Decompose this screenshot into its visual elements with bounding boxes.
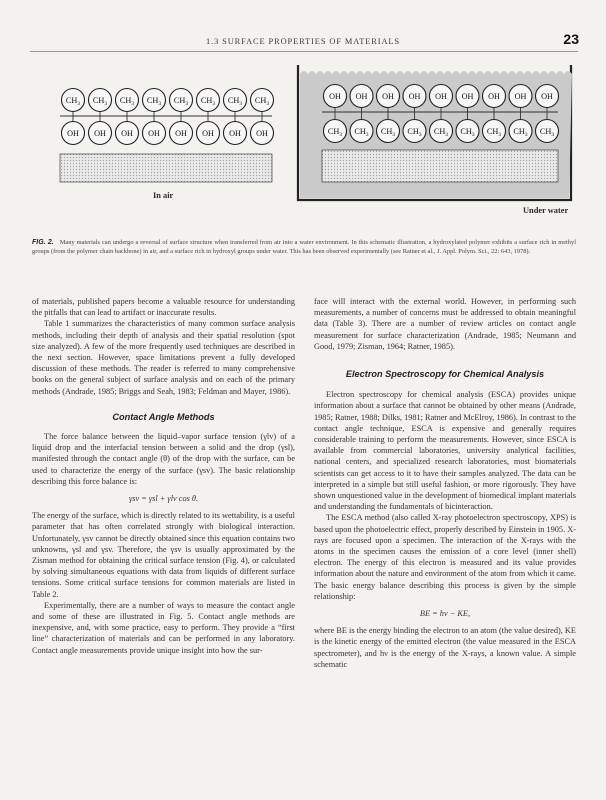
left-paragraph-1: of materials, published papers become a valuable resource for understanding the pitfalls that can lead to artifact or inaccurate results.	[32, 297, 295, 318]
label-in-air: In air	[153, 191, 174, 200]
left-methyl-group-label: $CH_3$	[65, 96, 81, 107]
running-header: 1.3 SURFACE PROPERTIES OF MATERIALS	[206, 37, 400, 46]
right-methyl-group-label: $CH_3$	[327, 127, 343, 138]
right-methyl-group-label: $CH_3$	[354, 127, 369, 138]
right-methyl-group-label: $CH_3$	[380, 127, 396, 138]
right-paragraph-4: where BE is the energy binding the electron to an atom (the value desired), KE is the kinetic energy of the emitted electron (the value measured in the ESCA spectrometer), and hν is the energy of the X-rays, a known value. A simple schematic	[314, 626, 576, 669]
heading-contact-angle: Contact Angle Methods	[112, 411, 215, 422]
left-hydroxyl-group-label: OH	[121, 129, 133, 138]
left-column	[32, 296, 295, 656]
left-paragraph-2: Table 1 summarizes the characteristics of many common surface analysis methods, including their depth of analysis and their spatial resolution (spot size analyzed). A few of the more frequently used techniques are described in the next section. However, space limitations prevent a fully developed discussion of these methods. The reader is referred to many comprehensive books on the general subject of surface analysis and on each of the primary methods (Andrade, 1985; Briggs and Seah, 1983; Feldman and Mayer, 1986).	[32, 319, 295, 396]
left-methyl-group-label: $CH_3$	[254, 96, 270, 107]
left-hydroxyl-group-label: OH	[256, 129, 268, 138]
left-hydroxyl-group-label: OH	[175, 129, 187, 138]
right-paragraph-1: face will interact with the external world. However, in performing such measurements, a number of concerns must be addressed to obtain meaningful data (Table 3). There are a number of review articles on contact angle measurement for surface characterization (Andrade, 1985; Neumann and Good, 1979; Zisman, 1964; Ratner, 1985).	[314, 297, 576, 351]
caption-text: Many materials can undergo a reversal of surface structure when transferred from air into a water environment. In this schematic illustration, a hydroxylated polymer exhibits a surface rich in methyl groups (from the polymer chain backbone) in air, and a surface rich in hydroxyl groups under water. This has been observed experimentally (see Ratner et al., J. Appl. Polym. Sci., 22: 643, 1978).	[32, 239, 576, 256]
right-paragraph-3: The ESCA method (also called X-ray photoelectron spectroscopy, XPS) is based upon the photoelectric effect, properly described by Einstein in 1905. X-rays are focused upon a specimen. The interaction of the X-rays with the atoms in the specimen causes the emission of a core level (inner shell) electron. The energy of this electron is measured and its value provides information about the nature and environment of the atom from which it came. The basic energy balance describing this process is given by the simple relationship:	[314, 513, 576, 601]
caption-label: FIG. 2.	[32, 239, 54, 246]
right-column	[314, 296, 576, 670]
right-hydroxyl-group-label: OH	[329, 92, 341, 101]
right-hydroxyl-group-label: OH	[488, 92, 500, 101]
left-methyl-group-label: $CH_3$	[200, 96, 216, 107]
right-hydroxyl-group-label: OH	[461, 92, 474, 101]
right-hydroxyl-group-label: OH	[541, 92, 553, 101]
heading-esca: Electron Spectroscopy for Chemical Analysis	[345, 369, 545, 380]
left-methyl-group-label: $CH_3$	[92, 96, 108, 107]
left-methyl-group-label: $CH_3$	[227, 96, 243, 107]
label-under-water: Under water	[523, 206, 569, 215]
right-hydroxyl-group-label: OH	[382, 92, 394, 101]
right-methyl-group-label: $CH_3$	[407, 127, 422, 138]
right-hydroxyl-group-label: OH	[355, 92, 368, 101]
right-paragraph-2: Electron spectroscopy for chemical analysis (ESCA) provides unique information about a surface that cannot be obtained by other means (Andrade, 1985; Ratner, 1988; Dilks, 1981; Ratner and McElroy, 1986). In contrast to the contact angle technique, ESCA is expensive and generally requires considerable training to perform the measurements. However, since ESCA is available from commercial laboratories, university analytical facilities, national centers, and specialized research laboratories, most biomaterials scientists can get access to it to have their samples analyzed. The data can be interpreted in a simple but still useful fashion, or more rigorously. They have shown unquestioned value in the development of biomedical implant materials and understanding the fundamentals of bicinteraction.	[314, 390, 576, 512]
equation-young: γsv = γsl + γlv cos θ.	[128, 494, 199, 504]
right-hydroxyl-group-label: OH	[408, 92, 421, 101]
left-paragraph-4: The energy of the surface, which is directly related to its wettability, is a useful parameter that has often correlated strongly with biological interaction. Unfortunately, γsv cannot be directly obtained since this equation contains two unknowns, γsl and γsv. Therefore, the γsv is usually approximated by the Zisman method for obtaining the critical surface tension (Fig. 4), or calculated by solving simultaneous equations with data from liquids of different surface tensions. Some critical surface tensions for common materials are listed in Table 2.	[32, 511, 295, 599]
right-methyl-group-label: $CH_3$	[460, 127, 475, 138]
left-methyl-group-label: $CH_3$	[173, 96, 189, 107]
left-methyl-group-label: $CH_3$	[119, 96, 135, 107]
figure-caption	[32, 238, 576, 256]
left-hydroxyl-group-label: OH	[148, 129, 160, 138]
left-polymer-substrate	[60, 154, 272, 182]
right-methyl-group-label: $CH_3$	[486, 127, 502, 138]
page-number: 23	[563, 31, 579, 47]
left-hydroxyl-group-label: OH	[67, 129, 79, 138]
equation-binding-energy: BE = hν − KE,	[419, 609, 471, 619]
left-paragraph-3: The force balance between the liquid–vapor surface tension (γlv) of a liquid drop and the interfacial tension between a solid and the drop (γsl), manifested through the contact angle (θ) of the drop with the surface, can be used to characterize the energy of the surface (γsv). The basic relationship describing this force balance is:	[32, 432, 295, 486]
right-methyl-group-label: $CH_3$	[539, 127, 555, 138]
right-hydroxyl-group-label: OH	[514, 92, 527, 101]
right-hydroxyl-group-label: OH	[435, 92, 447, 101]
right-polymer-substrate	[322, 150, 558, 182]
right-methyl-group-label: $CH_3$	[513, 127, 528, 138]
left-hydroxyl-group-label: OH	[94, 129, 106, 138]
right-methyl-group-label: $CH_3$	[433, 127, 449, 138]
left-hydroxyl-group-label: OH	[202, 129, 214, 138]
left-paragraph-5: Experimentally, there are a number of ways to measure the contact angle and some of these are illustrated in Fig. 5. Contact angle methods are inexpensive, and, with some practice, easy to perform. They provide a “first line” characterization of materials and can be performed in any laboratory. Contact angle measurements provide unique insight into how the sur-	[32, 600, 295, 655]
left-hydroxyl-group-label: OH	[229, 129, 241, 138]
left-methyl-group-label: $CH_3$	[146, 96, 162, 107]
